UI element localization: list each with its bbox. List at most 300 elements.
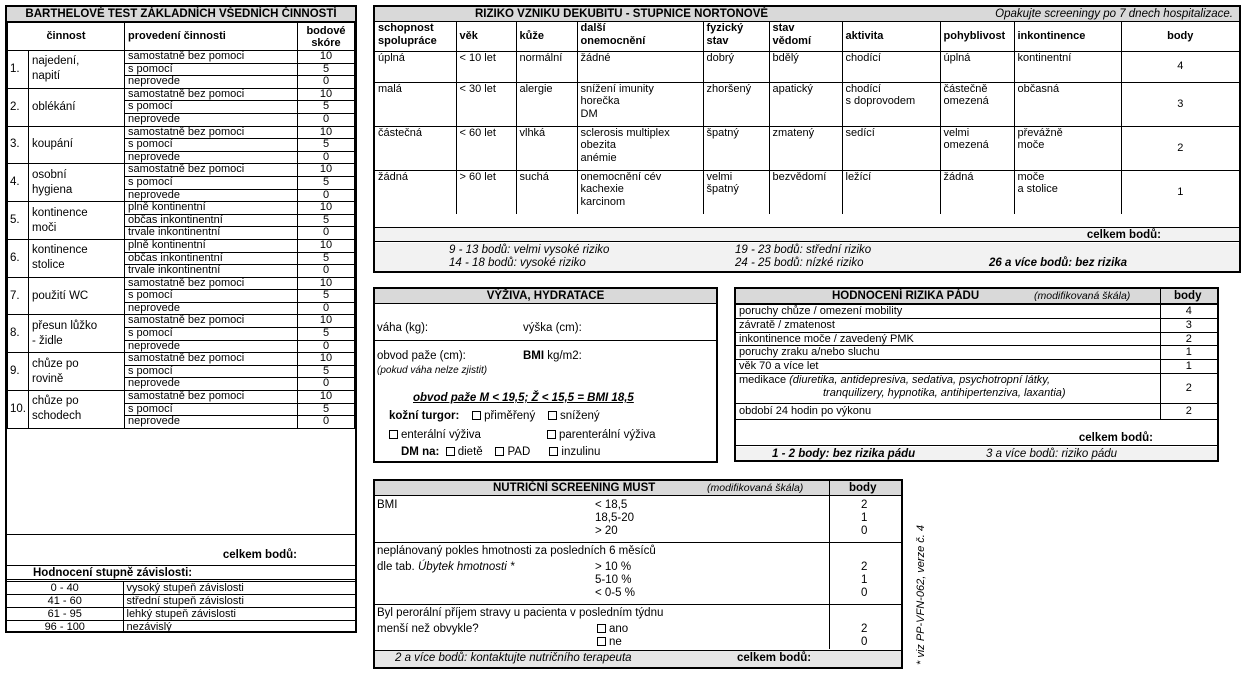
barthel-performance: neprovede — [125, 151, 298, 164]
norton-cell-line: 1 — [1177, 186, 1184, 198]
barthel-performance: s pomocí — [125, 139, 298, 152]
barthel-item-number: 1. — [8, 51, 29, 89]
must-option — [595, 587, 635, 599]
fall-row — [736, 332, 1217, 346]
must-screening-panel — [373, 479, 903, 669]
barthel-item-name — [29, 353, 125, 391]
barthel-performance: samostatně bez pomoci — [125, 391, 298, 404]
norton-cell — [375, 51, 456, 82]
barthel-performance: s pomocí — [125, 365, 298, 378]
norton-scale-panel — [373, 5, 1241, 273]
norton-total-label: celkem bodů: — [1086, 229, 1161, 241]
barthel-score: 10 — [298, 353, 355, 366]
barthel-row — [8, 51, 355, 64]
norton-header — [375, 7, 1239, 22]
norton-cell-line: DM — [580, 107, 598, 120]
norton-col-header — [703, 22, 769, 51]
norton-cell — [769, 170, 842, 214]
barthel-score: 10 — [298, 126, 355, 139]
barthel-performance: občas inkontinentní — [125, 214, 298, 227]
norton-cell-line: horečka — [580, 95, 620, 107]
dependency-row — [7, 621, 355, 634]
norton-cell-line: špatný — [706, 183, 739, 195]
barthel-item-number: 10. — [8, 391, 29, 429]
barthel-performance: samostatně bez pomoci — [125, 126, 298, 139]
barthel-item-number: 9. — [8, 353, 29, 391]
barthel-item-number: 8. — [8, 315, 29, 353]
barthel-score: 10 — [298, 164, 355, 177]
barthel-item-name-line: najedení, — [32, 55, 80, 68]
norton-cell-line: žádné — [580, 51, 611, 64]
checkbox-reduced[interactable] — [548, 411, 557, 420]
norton-cell-line: a stolice — [1017, 183, 1058, 195]
barthel-item-number: 4. — [8, 164, 29, 202]
norton-total-row — [375, 227, 1239, 242]
bmi-label: BMI kg/m2: — [523, 350, 582, 362]
norton-header-line: stav — [772, 22, 795, 34]
fall-row — [736, 403, 1217, 419]
barthel-test-panel — [5, 5, 357, 633]
norton-cell — [516, 170, 577, 214]
barthel-item-name-line: osobní — [32, 168, 67, 181]
barthel-item-name — [29, 164, 125, 202]
must-footer — [375, 650, 901, 667]
norton-header-line: schopnost — [378, 22, 434, 34]
norton-cell-line: kachexie — [580, 183, 624, 195]
fall-total-label: celkem bodů: — [1078, 432, 1153, 444]
norton-row — [375, 82, 1239, 126]
fall-header — [736, 289, 1217, 304]
dependency-level: lehký stupeň závislosti — [123, 608, 355, 621]
nutrition-type-row: enterální výživa — [389, 429, 481, 441]
barthel-score: 0 — [298, 113, 355, 126]
barthel-performance: samostatně bez pomoci — [125, 88, 298, 101]
norton-cell — [456, 126, 516, 170]
checkbox-parenteral[interactable] — [547, 430, 556, 439]
norton-row — [375, 170, 1239, 214]
norton-cell — [703, 170, 769, 214]
dependency-range: 0 - 40 — [7, 582, 123, 595]
barthel-performance: samostatně bez pomoci — [125, 277, 298, 290]
norton-cell-line: žádná — [943, 170, 974, 183]
checkbox-adequate[interactable] — [472, 411, 481, 420]
norton-header-line: inkontinence — [1017, 30, 1086, 42]
legend-high: 14 - 18 bodů: vysoké riziko — [449, 257, 586, 269]
norton-cell — [456, 170, 516, 214]
barthel-item-name-line: schodech — [32, 410, 82, 423]
norton-cell-line: alergie — [519, 82, 553, 95]
barthel-performance: samostatně bez pomoci — [125, 353, 298, 366]
barthel-performance: samostatně bez pomoci — [125, 51, 298, 64]
norton-cell — [703, 51, 769, 82]
norton-cell — [769, 82, 842, 126]
barthel-performance: trvale inkontinentní — [125, 227, 298, 240]
must-score: 1 — [861, 574, 868, 586]
barthel-score: 10 — [298, 391, 355, 404]
weight-label: váha (kg): — [377, 322, 429, 334]
fall-score: 1 — [1160, 360, 1217, 374]
norton-cell — [769, 126, 842, 170]
barthel-score: 0 — [298, 378, 355, 391]
norton-cell-line: vlhká — [519, 126, 546, 139]
barthel-table — [7, 22, 355, 429]
barthel-item-name-line: chůze po — [32, 395, 79, 408]
norton-cell — [940, 82, 1014, 126]
col-activity: činnost — [8, 23, 125, 51]
norton-header-line: pohyblivost — [943, 30, 1006, 42]
norton-cell — [456, 51, 516, 82]
norton-cell-line: apatický — [772, 82, 813, 95]
norton-cell — [1121, 126, 1239, 170]
fall-score: 1 — [1160, 346, 1217, 360]
norton-cell-line: anémie — [580, 151, 617, 164]
norton-cell — [1121, 170, 1239, 214]
norton-cell-line: chodící — [845, 82, 881, 95]
norton-header-line: další — [580, 22, 606, 34]
norton-header-line: spolupráce — [378, 34, 437, 47]
must-option-label: 5-10 % — [595, 574, 632, 586]
barthel-item-name-line: rovině — [32, 372, 64, 385]
must-score: 0 — [861, 525, 868, 537]
barthel-row — [8, 353, 355, 366]
barthel-item-name-line: hygiena — [32, 183, 73, 196]
legend-very-high: 9 - 13 bodů: velmi vysoké riziko — [449, 244, 610, 256]
norton-cell — [703, 126, 769, 170]
barthel-row — [8, 202, 355, 215]
barthel-row — [8, 239, 355, 252]
legend-none: 26 a více bodů: bez rizika — [989, 257, 1128, 269]
norton-cell-line: částečně — [943, 82, 988, 95]
barthel-score: 5 — [298, 63, 355, 76]
norton-cell — [842, 82, 940, 126]
arm-label: obvod paže (cm): — [377, 350, 466, 362]
norton-cell — [1014, 126, 1121, 170]
fall-legend — [736, 447, 1217, 460]
fall-total-row — [736, 432, 1217, 446]
norton-cell — [940, 51, 1014, 82]
barthel-performance: neprovede — [125, 416, 298, 429]
fall-row — [736, 318, 1217, 332]
barthel-row — [8, 391, 355, 404]
dependency-title: Hodnocení stupně závislosti: — [7, 565, 355, 580]
barthel-item-name — [29, 391, 125, 429]
must-option — [595, 512, 634, 524]
norton-cell — [577, 126, 703, 170]
fall-score: 2 — [1160, 373, 1217, 403]
norton-title: RIZIKO VZNIKU DEKUBITU - STUPNICE NORTONOVÉ — [475, 8, 769, 20]
barthel-item-name — [29, 277, 125, 315]
fall-med-label: medikace — [739, 373, 787, 386]
barthel-item-name — [29, 239, 125, 277]
norton-cell-line: sedící — [845, 126, 875, 139]
barthel-score: 0 — [298, 265, 355, 278]
barthel-item-name-line: napití — [32, 70, 61, 83]
must-option — [597, 623, 628, 635]
norton-col-header — [769, 22, 842, 51]
fall-item: poruchy chůze / omezení mobility — [736, 305, 1160, 319]
must-score: 2 — [861, 623, 868, 635]
barthel-total-label: celkem bodů: — [222, 549, 297, 561]
fall-table — [736, 304, 1217, 420]
barthel-item-name-line: stolice — [32, 259, 65, 272]
must-score: 0 — [861, 636, 868, 648]
must-checkbox[interactable] — [597, 637, 606, 646]
norton-header-line: aktivita — [845, 30, 884, 42]
turgor-row: kožní turgor: přiměřený snížený — [389, 410, 600, 422]
divider — [375, 340, 716, 341]
barthel-score: 10 — [298, 202, 355, 215]
barthel-performance: s pomocí — [125, 63, 298, 76]
barthel-performance: s pomocí — [125, 176, 298, 189]
norton-cell — [577, 51, 703, 82]
norton-cell — [842, 126, 940, 170]
barthel-performance: s pomocí — [125, 101, 298, 114]
must-option — [595, 499, 627, 511]
norton-cell-line: s doprovodem — [845, 95, 916, 107]
norton-cell-line: dobrý — [706, 51, 735, 64]
barthel-score: 5 — [298, 252, 355, 265]
checkbox-insulin[interactable] — [549, 447, 558, 456]
norton-cell-line: kontinentní — [1017, 51, 1072, 64]
norton-cell — [1014, 82, 1121, 126]
must-footer-note: 2 a více bodů: kontaktujte nutričního terapeuta — [395, 652, 632, 664]
norton-cell — [516, 126, 577, 170]
fall-legend-low: 1 - 2 body: bez rizika pádu — [772, 448, 916, 460]
checkbox-diet[interactable] — [446, 447, 455, 456]
col-score: bodové skóre — [298, 23, 355, 51]
norton-cell — [1014, 170, 1121, 214]
norton-header-line: fyzický — [706, 22, 744, 34]
norton-header-line: onemocnění — [580, 34, 646, 47]
barthel-score: 0 — [298, 302, 355, 315]
norton-cell-line: obezita — [580, 139, 616, 151]
barthel-summary — [7, 534, 355, 631]
norton-cell — [1121, 82, 1239, 126]
barthel-score: 0 — [298, 76, 355, 89]
barthel-item-name-line: přesun lůžko — [32, 319, 98, 332]
must-option-label: < 18,5 — [595, 499, 628, 511]
barthel-performance: občas inkontinentní — [125, 252, 298, 265]
barthel-score: 5 — [298, 290, 355, 303]
legend-low: 24 - 25 bodů: nízké riziko — [735, 257, 864, 269]
dependency-row — [7, 595, 355, 608]
divider — [375, 542, 901, 543]
nutrition-title: VÝŽIVA, HYDRATACE — [375, 289, 716, 304]
norton-cell — [516, 82, 577, 126]
norton-cell-line: zmatený — [772, 126, 815, 139]
barthel-score: 5 — [298, 176, 355, 189]
norton-cell-line: bdělý — [772, 51, 799, 64]
barthel-performance: neprovede — [125, 378, 298, 391]
fall-col-body: body — [1174, 290, 1202, 302]
must-option-label: > 20 — [595, 525, 618, 537]
barthel-row — [8, 126, 355, 139]
dependency-level: vysoký stupeň závislosti — [123, 582, 355, 595]
barthel-item-name — [29, 51, 125, 89]
must-option-label: < 0-5 % — [595, 587, 635, 599]
norton-cell-line: > 60 let — [459, 170, 496, 183]
fall-item: inkontinence moče / zavedený PMK — [736, 332, 1160, 346]
norton-cell — [1014, 51, 1121, 82]
fall-med-list-1: (diuretika, antidepresiva, sedativa, psychotropní látky, — [789, 373, 1051, 386]
barthel-score: 10 — [298, 277, 355, 290]
barthel-score: 0 — [298, 340, 355, 353]
barthel-item-number: 5. — [8, 202, 29, 240]
norton-cell-line: špatný — [706, 126, 739, 139]
must-loss-text: neplánovaný pokles hmotnosti za posledních 6 měsíců — [377, 545, 656, 557]
barthel-score: 5 — [298, 101, 355, 114]
norton-col-header — [577, 22, 703, 51]
norton-cell-line: zhoršený — [706, 82, 752, 95]
norton-cell — [577, 170, 703, 214]
dependency-range: 61 - 95 — [7, 608, 123, 621]
norton-header-line: kůže — [519, 30, 544, 42]
barthel-score: 0 — [298, 227, 355, 240]
norton-cell — [375, 82, 456, 126]
norton-cell-line: malá — [378, 82, 402, 95]
fall-row — [736, 346, 1217, 360]
must-intake-question: menší než obvykle? — [377, 623, 479, 635]
dependency-table — [7, 581, 355, 633]
norton-cell-line: omezená — [943, 95, 989, 107]
must-loss-table: dle tab. Úbytek hmotnosti * — [377, 561, 515, 573]
checkbox-enteral[interactable] — [389, 430, 398, 439]
fall-row — [736, 305, 1217, 319]
norton-cell-line: ležící — [845, 170, 872, 183]
fall-med-list-2: tranquilizery, hypnotika, antihipertenziva, laxantia) — [823, 386, 1066, 399]
norton-cell-line: moče — [1017, 170, 1045, 183]
barthel-performance: neprovede — [125, 76, 298, 89]
must-subtitle: (modifikovaná škála) — [707, 482, 804, 494]
norton-cell-line: úplná — [378, 51, 405, 64]
norton-cell-line: omezená — [943, 139, 989, 151]
barthel-item-name-line: moči — [32, 221, 57, 234]
must-checkbox[interactable] — [597, 624, 606, 633]
must-col-divider — [829, 481, 830, 649]
barthel-performance: plně kontinentní — [125, 202, 298, 215]
must-total-label: celkem bodů: — [737, 652, 812, 664]
barthel-item-name-line: použití WC — [32, 289, 89, 302]
barthel-performance: trvale inkontinentní — [125, 265, 298, 278]
must-score: 1 — [861, 512, 868, 524]
fall-score: 2 — [1160, 403, 1217, 419]
dm-row: DM na: dietě PAD inzulinu — [401, 446, 601, 458]
fall-row — [736, 360, 1217, 374]
norton-cell-line: velmi — [706, 170, 733, 183]
barthel-item-name-line: kontinence — [32, 206, 88, 219]
must-option — [595, 561, 631, 573]
must-option-label: ne — [609, 636, 622, 648]
must-intake-text: Byl perorální příjem stravy u pacienta v posledním týdnu — [377, 607, 664, 619]
norton-cell — [842, 170, 940, 214]
barthel-item-number: 2. — [8, 88, 29, 126]
barthel-row — [8, 315, 355, 328]
norton-cell-line: < 30 let — [459, 82, 496, 95]
must-option — [595, 574, 631, 586]
fall-subtitle: (modifikovaná škála) — [1034, 290, 1131, 302]
barthel-score: 5 — [298, 365, 355, 378]
must-title: NUTRIČNÍ SCREENING MUST — [493, 482, 656, 494]
fall-item-medication — [736, 373, 1160, 403]
norton-cell — [375, 126, 456, 170]
barthel-item-name-line: chůze po — [32, 357, 79, 370]
fall-item-post: období 24 hodin po výkonu — [736, 403, 1160, 419]
norton-cell-line: < 60 let — [459, 126, 496, 139]
norton-cell-line: onemocnění cév — [580, 170, 662, 183]
barthel-item-name — [29, 88, 125, 126]
barthel-score: 10 — [298, 239, 355, 252]
fall-item: věk 70 a více let — [736, 360, 1160, 374]
norton-cell — [516, 51, 577, 82]
fall-score: 4 — [1160, 305, 1217, 319]
arm-note: (pokud váha nelze zjistit) — [377, 365, 488, 376]
fall-legend-high: 3 a více bodů: riziko pádu — [986, 448, 1118, 460]
must-col-body: body — [849, 482, 877, 494]
nutrition-hydration-panel — [373, 287, 718, 463]
norton-cell-line: 3 — [1177, 97, 1184, 110]
norton-cell-line: moče — [1017, 139, 1045, 151]
parenteral-row: parenterální výživa — [547, 429, 656, 441]
side-note: * viz PP-VFN-062, verze č. 4 — [915, 525, 927, 665]
barthel-performance: neprovede — [125, 340, 298, 353]
barthel-performance: s pomocí — [125, 328, 298, 341]
norton-row — [375, 126, 1239, 170]
norton-cell-line: velmi — [943, 126, 970, 139]
barthel-score: 10 — [298, 315, 355, 328]
norton-col-header — [375, 22, 456, 51]
norton-header-line: body — [1167, 30, 1194, 42]
barthel-performance: samostatně bez pomoci — [125, 315, 298, 328]
norton-cell — [703, 82, 769, 126]
norton-cell-line: normální — [519, 51, 563, 64]
norton-cell-line: 2 — [1177, 141, 1184, 154]
norton-col-header — [1121, 22, 1239, 51]
barthel-performance: plně kontinentní — [125, 239, 298, 252]
norton-col-header — [842, 22, 940, 51]
fall-item: závratě / zmatenost — [736, 318, 1160, 332]
checkbox-pad[interactable] — [495, 447, 504, 456]
barthel-row — [8, 164, 355, 177]
norton-cell — [940, 170, 1014, 214]
norton-cell-line: chodící — [845, 51, 881, 64]
dependency-level: střední stupeň závislosti — [123, 595, 355, 608]
dependency-level: nezávislý — [123, 621, 355, 634]
norton-cell-line: snížení imunity — [580, 82, 654, 95]
fall-score: 3 — [1160, 318, 1217, 332]
must-option-label: ano — [609, 623, 629, 635]
divider — [375, 604, 901, 605]
barthel-performance: neprovede — [125, 113, 298, 126]
norton-cell-line: karcinom — [580, 195, 626, 208]
must-option-label: 18,5-20 — [595, 512, 635, 524]
col-performance: provedení činnosti — [125, 23, 298, 51]
barthel-performance: neprovede — [125, 302, 298, 315]
norton-cell — [842, 51, 940, 82]
barthel-item-name — [29, 126, 125, 164]
barthel-item-number: 3. — [8, 126, 29, 164]
norton-col-header — [456, 22, 516, 51]
must-bmi-label: BMI — [377, 499, 398, 511]
fall-item: poruchy zraku a/nebo sluchu — [736, 346, 1160, 360]
barthel-score: 10 — [298, 88, 355, 101]
barthel-performance: samostatně bez pomoci — [125, 164, 298, 177]
barthel-score: 5 — [298, 139, 355, 152]
barthel-item-name-line: koupání — [32, 138, 73, 151]
barthel-title: BARTHELOVÉ TEST ZÁKLADNÍCH VŠEDNÍCH ČINNOSTÍ — [7, 7, 355, 22]
norton-cell-line: občasná — [1017, 82, 1060, 95]
barthel-performance: neprovede — [125, 189, 298, 202]
barthel-performance: s pomocí — [125, 403, 298, 416]
